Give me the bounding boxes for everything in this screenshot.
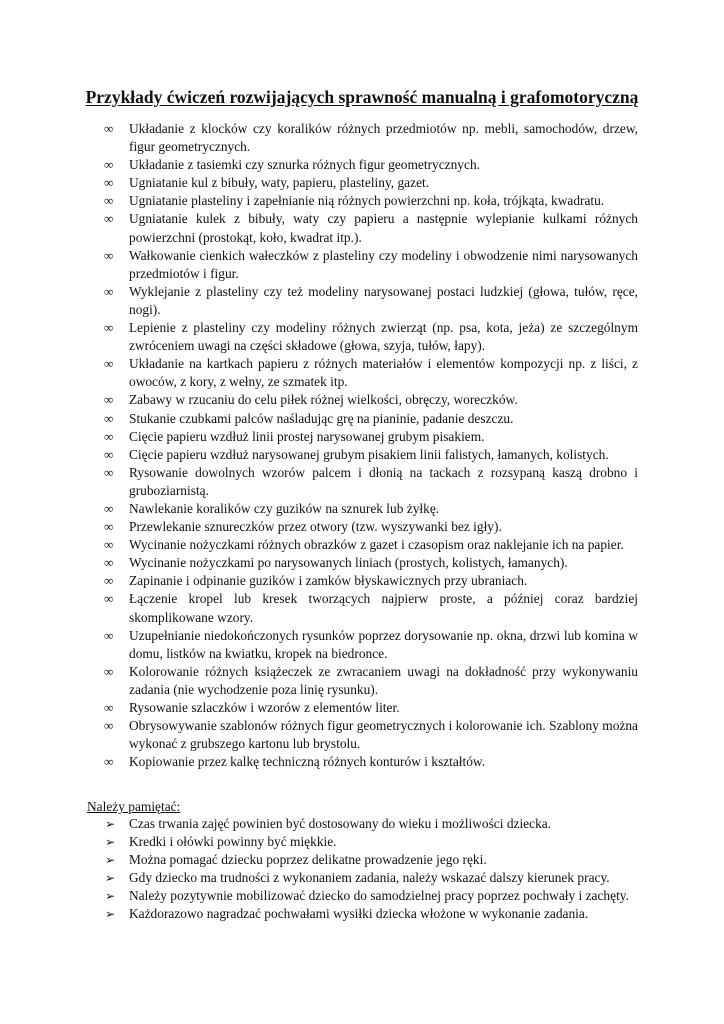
reminders-heading: Należy pamiętać: — [87, 799, 181, 814]
arrow-bullet-icon: ➢ — [105, 853, 116, 868]
list-item-text: Przewlekanie sznureczków przez otwory (tzw. wyszywanki bez igły). — [129, 519, 502, 535]
list-item-text: Kolorowanie różnych książeczek ze zwracaniem uwagi na dokładność przy wykonywaniu zadania (nie wychodzenie poza linię rysunku). — [129, 663, 638, 697]
arrow-bullet-icon: ➢ — [105, 907, 116, 922]
list-item-text: Rysowanie szlaczków i wzorów z elementów liter. — [129, 700, 400, 715]
list-item-text: Ugniatanie kul z bibuły, waty, papieru, plasteliny, gazet. — [129, 175, 430, 191]
list-item-text: Zapinanie i odpinanie guzików i zamków błyskawicznych przy ubraniach. — [129, 573, 528, 589]
list-item — [104, 464, 638, 500]
infinity-bullet-icon: ∞ — [104, 464, 114, 480]
list-item-text: Kopiowanie przez kalkę techniczną różnych konturów i kształtów. — [129, 754, 486, 770]
infinity-bullet-icon: ∞ — [104, 175, 114, 191]
list-item-text: Zabawy w rzucaniu do celu piłek różnej wielkości, obręczy, woreczków. — [129, 392, 518, 408]
list-item — [104, 355, 638, 391]
infinity-bullet-icon: ∞ — [104, 157, 114, 173]
list-item-text: Łączenie kropel lub kresek tworzących najpierw proste, a później coraz bardziej skomplikowane wzory. — [129, 591, 638, 625]
list-item — [104, 905, 638, 923]
infinity-bullet-icon: ∞ — [104, 121, 114, 136]
infinity-bullet-icon: ∞ — [104, 537, 114, 553]
list-item — [104, 572, 638, 590]
list-item — [104, 391, 638, 409]
list-item-text: Wycinanie nożyczkami różnych obrazków z gazet i czasopism oraz naklejanie ich na papier. — [129, 537, 624, 553]
infinity-bullet-icon: ∞ — [104, 663, 114, 679]
list-item — [104, 887, 638, 905]
list-item — [104, 319, 638, 355]
infinity-bullet-icon: ∞ — [104, 247, 114, 263]
infinity-bullet-icon: ∞ — [104, 211, 114, 227]
list-item-text: Wyklejanie z plasteliny czy też modeliny narysowanej postaci ludzkiej (głowa, tułów, ręce, nogi). — [129, 283, 638, 317]
infinity-bullet-icon: ∞ — [104, 754, 114, 770]
infinity-bullet-icon: ∞ — [104, 446, 114, 462]
list-item-text: Układanie z klocków czy koralików różnych przedmiotów np. mebli, samochodów, drzew, figur geometrycznych. — [129, 121, 638, 155]
list-item — [104, 627, 638, 663]
reminders-list — [104, 815, 638, 924]
list-item-text: Czas trwania zajęć powinien być dostosowany do wieku i możliwości dziecka. — [129, 816, 552, 831]
list-item — [104, 590, 638, 626]
arrow-bullet-icon: ➢ — [105, 835, 116, 850]
list-item — [104, 663, 638, 699]
infinity-bullet-icon: ∞ — [104, 193, 114, 209]
list-item — [104, 428, 638, 446]
infinity-bullet-icon: ∞ — [104, 627, 114, 643]
list-item — [104, 869, 638, 887]
list-item-text: Ugniatanie kulek z bibuły, waty czy papieru a następnie wylepianie kulkami różnych powierzchni (prostokąt, koło, kwadrat itp.). — [129, 211, 638, 245]
list-item — [104, 717, 638, 753]
list-item-text: Uzupełnianie niedokończonych rysunków poprzez dorysowanie np. okna, drzwi lub komina w domu, listków na kwiatku, kropek na biedronce. — [129, 627, 638, 661]
list-item-text: Należy pozytywnie mobilizować dziecko do samodzielnej pracy poprzez pochwały i zachęty. — [129, 888, 629, 904]
list-item — [104, 500, 638, 518]
infinity-bullet-icon: ∞ — [104, 392, 114, 408]
infinity-bullet-icon: ∞ — [104, 320, 114, 336]
list-item-text: Wycinanie nożyczkami po narysowanych liniach (prostych, kolistych, łamanych). — [129, 555, 568, 571]
infinity-bullet-icon: ∞ — [104, 700, 114, 715]
list-item-text: Układanie na kartkach papieru z różnych materiałów i elementów kompozycji np. z liści, z owoców, z kory, z wełny, ze szmatek itp. — [129, 356, 638, 390]
list-item-text: Obrysowywanie szablonów różnych figur geometrycznych i kolorowanie ich. Szablony można wykonać z grubszego kartonu lub brystolu. — [129, 718, 638, 752]
infinity-bullet-icon: ∞ — [104, 428, 114, 444]
list-item-text: Nawlekanie koralików czy guzików na sznurek lub żyłkę. — [129, 500, 440, 516]
list-item — [104, 247, 638, 283]
infinity-bullet-icon: ∞ — [104, 356, 114, 372]
arrow-bullet-icon: ➢ — [105, 817, 116, 831]
list-item — [104, 753, 638, 771]
list-item — [104, 210, 638, 246]
infinity-bullet-icon: ∞ — [104, 555, 114, 571]
list-item-text: Stukanie czubkami palców naśladując grę na pianinie, padanie deszczu. — [129, 410, 514, 426]
list-item — [104, 554, 638, 572]
list-item — [104, 851, 638, 869]
list-item-text: Cięcie papieru wzdłuż narysowanej grubym pisakiem linii falistych, łamanych, kolistych. — [129, 446, 609, 462]
infinity-bullet-icon: ∞ — [104, 283, 114, 299]
list-item-text: Każdorazowo nagradzać pochwałami wysiłki dziecka włożone w wykonanie zadania. — [129, 906, 589, 922]
arrow-bullet-icon: ➢ — [105, 889, 116, 904]
infinity-bullet-icon: ∞ — [104, 410, 114, 426]
list-item — [104, 192, 638, 210]
list-item-text: Cięcie papieru wzdłuż linii prostej narysowanej grubym pisakiem. — [129, 428, 485, 444]
list-item — [104, 699, 638, 717]
infinity-bullet-icon: ∞ — [104, 718, 114, 734]
exercise-list — [104, 120, 638, 771]
list-item — [104, 833, 638, 851]
infinity-bullet-icon: ∞ — [104, 573, 114, 589]
infinity-bullet-icon: ∞ — [104, 519, 114, 535]
infinity-bullet-icon: ∞ — [104, 500, 114, 516]
list-item — [104, 518, 638, 536]
list-item — [104, 283, 638, 319]
list-item-text: Można pomagać dziecku poprzez delikatne prowadzenie jego ręki. — [129, 852, 487, 868]
list-item — [104, 156, 638, 174]
list-item-text: Rysowanie dowolnych wzorów palcem i dłonią na tackach z rozsypaną kaszą drobno i gruboziarnistą. — [129, 464, 638, 498]
list-item-text: Gdy dziecko ma trudności z wykonaniem zadania, należy wskazać dalszy kierunek pracy. — [129, 870, 610, 886]
list-item — [104, 446, 638, 464]
list-item-text: Wałkowanie cienkich wałeczków z plasteliny czy modeliny i obwodzenie nimi narysowanych przedmiotów i figur. — [129, 247, 638, 281]
list-item — [104, 536, 638, 554]
list-item-text: Lepienie z plasteliny czy modeliny różnych zwierząt (np. psa, kota, jeża) ze szczególnym zwróceniem uwagi na części składowe (głowa, szyja, tułów, łapy). — [129, 320, 638, 354]
list-item-text: Ugniatanie plasteliny i zapełnianie nią różnych powierzchni np. koła, trójkąta, kwadratu. — [129, 193, 605, 209]
arrow-bullet-icon: ➢ — [105, 871, 116, 886]
list-item-text: Kredki i ołówki powinny być miękkie. — [129, 834, 337, 850]
list-item — [104, 174, 638, 192]
list-item — [104, 120, 638, 156]
infinity-bullet-icon: ∞ — [104, 591, 114, 607]
list-item — [104, 815, 638, 833]
list-item-text: Układanie z tasiemki czy sznurka różnych figur geometrycznych. — [129, 157, 480, 173]
document-title: Przykłady ćwiczeń rozwijających sprawność manualną i grafomotoryczną — [85, 87, 639, 107]
list-item — [104, 410, 638, 428]
